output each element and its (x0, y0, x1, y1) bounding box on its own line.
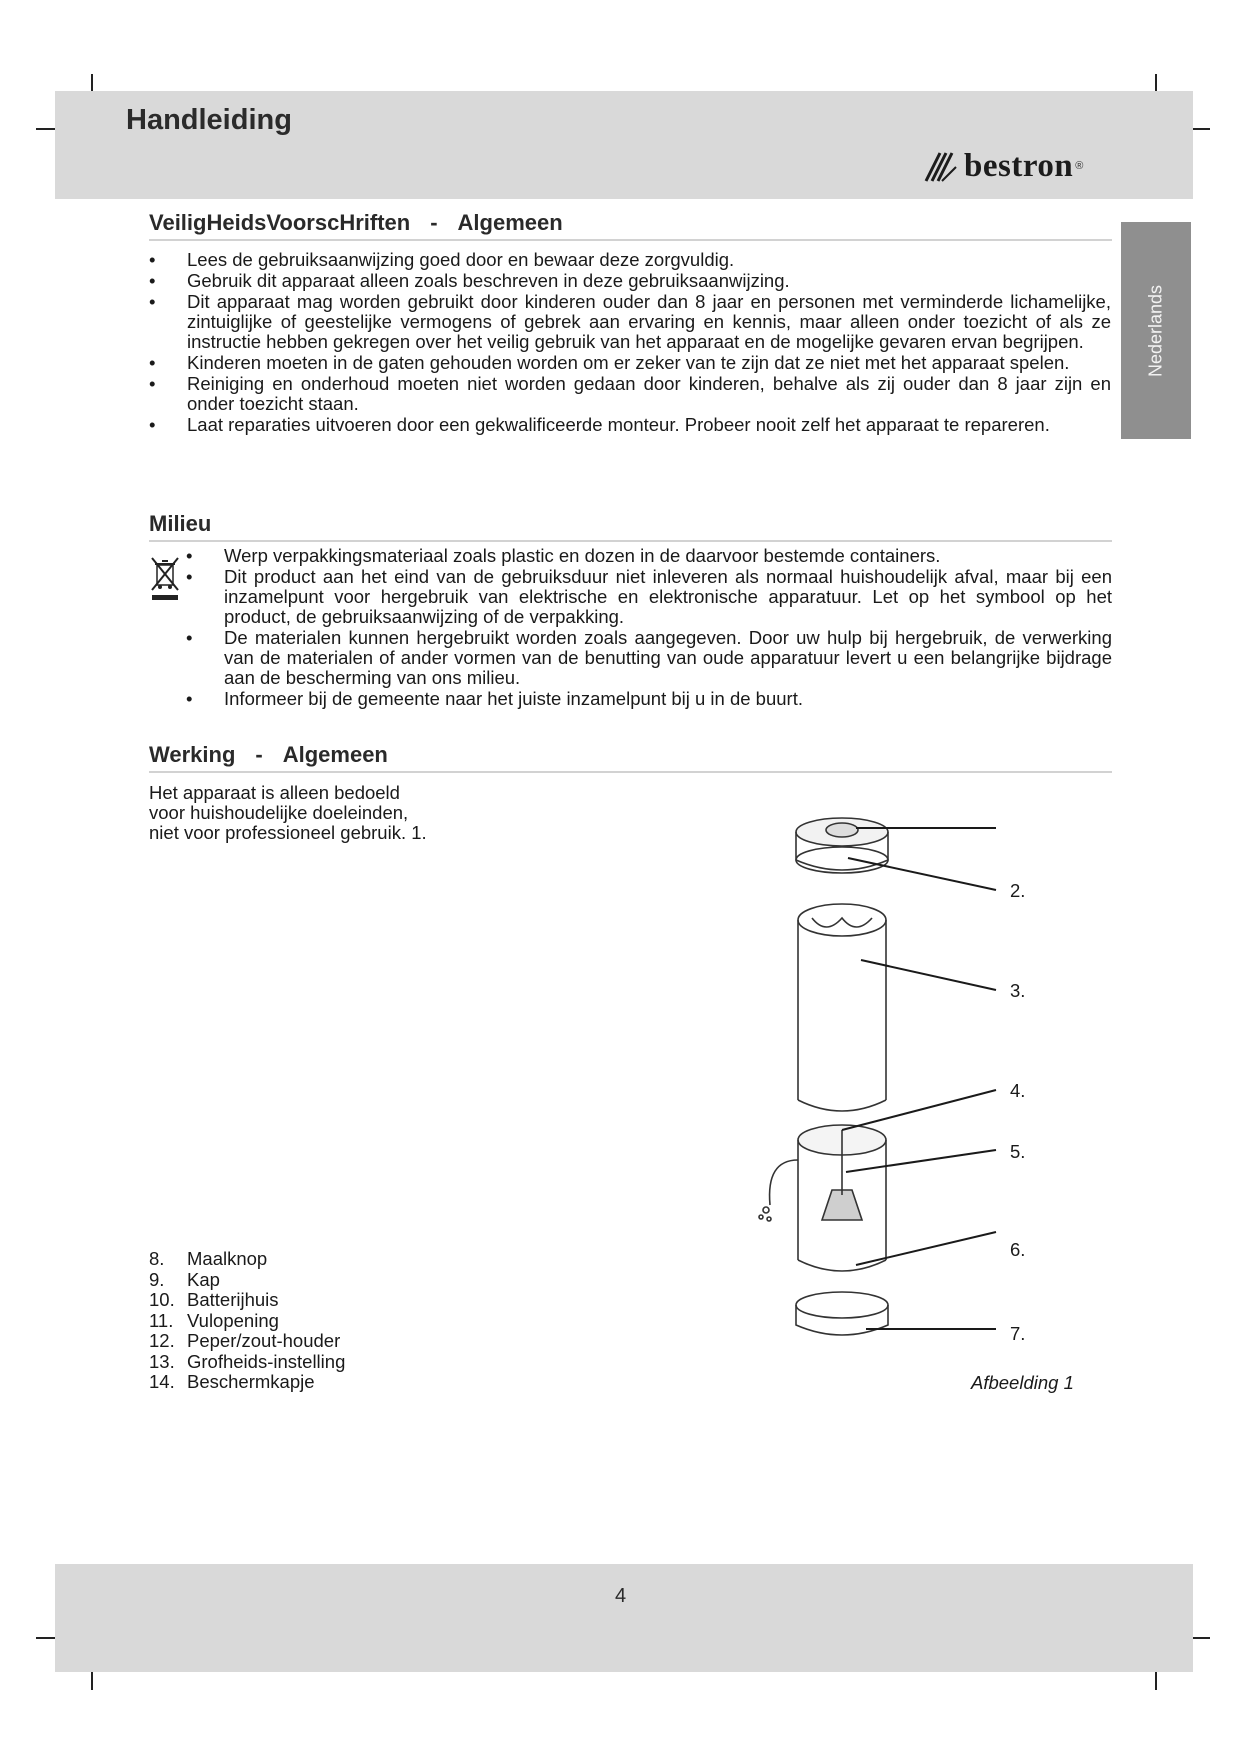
part-label: Batterijhuis (187, 1289, 279, 1310)
list-item (149, 1249, 345, 1270)
part-number: 9. (149, 1268, 165, 1290)
intro-line: niet voor professioneel gebruik. 1. (149, 822, 427, 843)
part-number: 12. (149, 1330, 175, 1351)
heading-text: VeiligHeidsVoorscHriften (149, 210, 411, 235)
language-tab (1121, 222, 1191, 439)
figure-callout: 5. (1010, 1141, 1026, 1162)
brand-registered-mark: ® (1075, 160, 1084, 172)
part-number: 14. (149, 1371, 175, 1392)
list-item (149, 1331, 345, 1352)
part-label: Kap (187, 1268, 220, 1290)
part-number: 13. (149, 1350, 175, 1372)
figure-callout: 3. (1010, 980, 1026, 1001)
brand-logo (924, 146, 1083, 186)
list-item (149, 1372, 345, 1393)
list-item (149, 1311, 345, 1332)
list-item: • Dit apparaat mag worden gebruikt door kinderen ouder dan 8 jaar en personen met verminderde lichamelijke, zintuiglijke of geestelijke vermogens of gebrek aan ervaring en kennis, maar alleen onder toezicht of als ze instructie hebben gekregen over het veilig gebruik van het apparaat en de mogelijke gevaren ervan begrijpen. (149, 292, 1111, 352)
grinder-exploded-figure (736, 800, 1036, 1370)
list-item (149, 1290, 345, 1311)
milieu-list (186, 546, 1112, 710)
list-item: • Gebruik dit apparaat alleen zoals beschreven in deze gebruiksaanwijzing. (149, 271, 1111, 291)
page-title: Handleiding (126, 104, 292, 136)
figure-caption: Afbeelding 1 (971, 1372, 1074, 1393)
section-heading-safety (149, 210, 1112, 241)
part-label: Maalknop (187, 1248, 268, 1269)
list-item: • Kinderen moeten in de gaten gehouden worden om er zeker van te zijn dat ze niet met het apparaat spelen. (149, 353, 1111, 373)
list-item: • Lees de gebruiksaanwijzing goed door en bewaar deze zorgvuldig. (149, 250, 1111, 270)
intro-line: voor huishoudelijke doeleinden, (149, 802, 409, 823)
language-tab-label: Nederlands (1145, 284, 1166, 377)
part-number: 10. (149, 1289, 175, 1310)
heading-separator: - (255, 742, 263, 767)
list-item (149, 1270, 345, 1291)
safety-list (149, 250, 1111, 436)
brand-chevrons-icon (924, 149, 958, 183)
section-heading-milieu (149, 511, 1112, 542)
part-number: 11. (149, 1309, 174, 1331)
part-label: Vulopening (187, 1309, 279, 1331)
intro-line: Het apparaat is alleen bedoeld (149, 782, 400, 803)
figure-callout: 7. (1010, 1323, 1026, 1344)
heading-text: Werking (149, 742, 236, 767)
list-item: • Werp verpakkingsmateriaal zoals plastic en dozen in de daarvoor bestemde containers. (186, 546, 1112, 566)
intro-text (149, 783, 427, 843)
section-heading-werking (149, 742, 1112, 773)
brand-name: bestron (964, 147, 1074, 184)
list-item: • Dit product aan het eind van de gebruiksduur niet inleveren als normaal huishoudelijk afval, maar bij een inzamelpunt voor hergebruik van elektrische en elektronische apparatuur. Let op het symbool op het product, de gebruiksaanwijzing of de verpakking. (186, 567, 1112, 627)
part-number: 8. (149, 1248, 165, 1269)
list-item: • Laat reparaties uitvoeren door een gekwalificeerde monteur. Probeer nooit zelf het apparaat te repareren. (149, 415, 1111, 435)
figure-callout: 4. (1010, 1080, 1026, 1101)
heading-separator: - (430, 210, 438, 235)
figure-callout: 2. (1010, 880, 1026, 901)
figure-callout: 6. (1010, 1239, 1026, 1260)
list-item (149, 1352, 345, 1373)
heading-text: Milieu (149, 511, 212, 536)
heading-text: Algemeen (457, 210, 563, 235)
weee-bin-icon (149, 553, 181, 603)
heading-text: Algemeen (282, 742, 388, 767)
footer-band (55, 1564, 1193, 1672)
part-label: Peper/zout-houder (187, 1330, 341, 1351)
list-item: • Reiniging en onderhoud moeten niet worden gedaan door kinderen, behalve als zij ouder dan 8 jaar zijn en onder toezicht staan. (149, 374, 1111, 414)
parts-list (149, 1249, 345, 1393)
list-item: • De materialen kunnen hergebruikt worden zoals aangegeven. Door uw hulp bij hergebruik, de verwerking van de materialen of ander vormen van de benutting van oude apparatuur levert u een belangrijke bijdrage aan de bescherming van ons milieu. (186, 628, 1112, 688)
part-label: Beschermkapje (187, 1371, 315, 1392)
list-item: • Informeer bij de gemeente naar het juiste inzamelpunt bij u in de buurt. (186, 689, 1112, 709)
page-number: 4 (614, 1585, 627, 1607)
part-label: Grofheids-instelling (187, 1350, 346, 1372)
